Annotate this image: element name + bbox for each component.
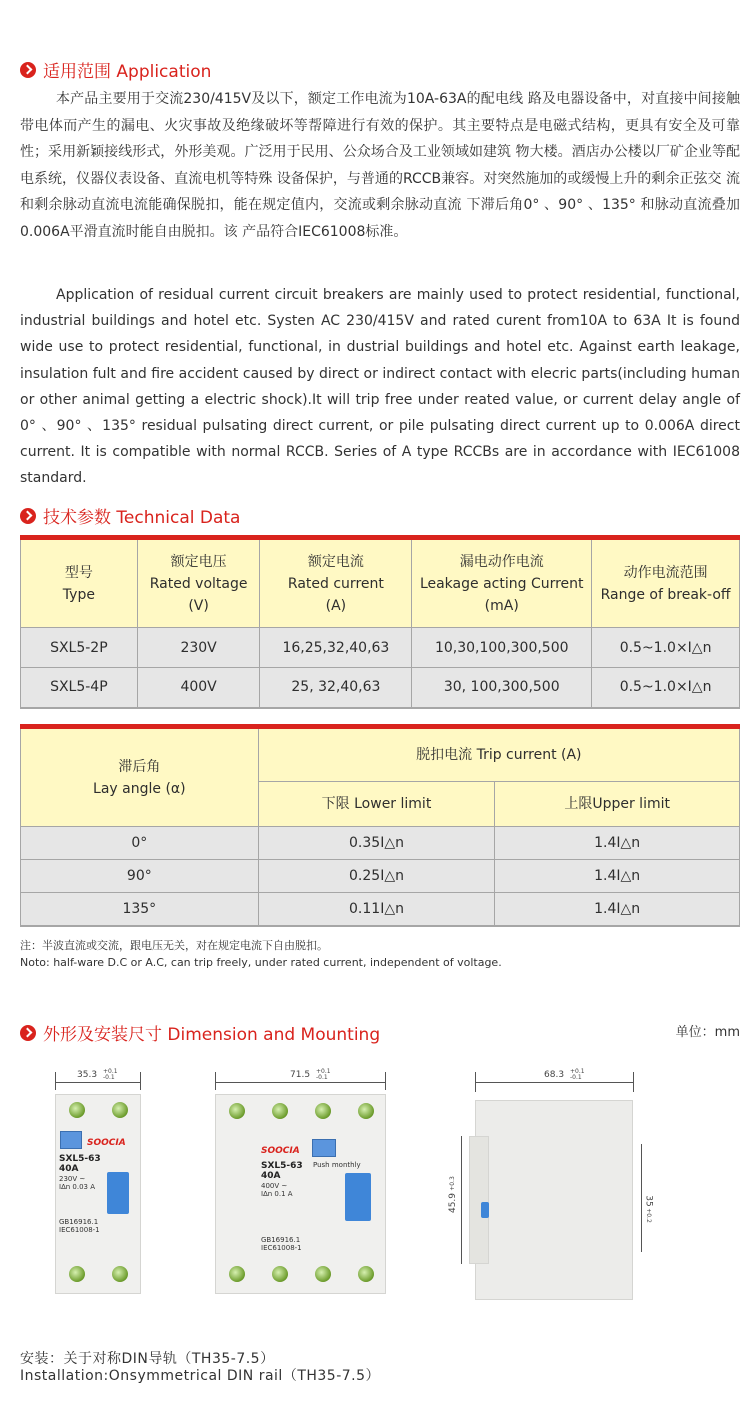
application-text-en: Application of residual current circuit breakers are mainly used to protect residential, functional, industrial buildings and hotel etc. Systen AC 230/415V and rated curent from10A to 63A It is found wide use to protect residential, functional, in dustrial buildings and hotel etc. Against earth leakage, insulation fult and fire accident caused by direct or indirect contact with elecric parts(including human or other animal getting a electric shock).It will trip free under reated value, or current delay angle of 0° 、90° 、135° residual pulsating direct current, or pile pulsating direct current up to 0.006A direct current. It is compatible with normal RCCB. Series of A type RCCBs are in accordance with IEC61008 standard. [20, 287, 740, 487]
fig1-model: SXL5-63 40A [59, 1154, 101, 1174]
test-button-icon [312, 1139, 336, 1157]
fig2-model: SXL5-63 40A [261, 1161, 303, 1181]
installation-text [20, 1351, 380, 1385]
fig1-brand: SOOCIA [87, 1138, 126, 1148]
table-row: 0° 0.35I△n 1.4I△n [21, 827, 740, 860]
technical-heading [20, 503, 240, 528]
screw-icon [112, 1266, 128, 1282]
screw-icon [69, 1266, 85, 1282]
side-body [475, 1100, 633, 1300]
chevron-bullet-icon [20, 62, 36, 78]
fig2-width: 71.5 [290, 1070, 311, 1080]
screw-icon [315, 1103, 331, 1119]
fig1-spec: 230V ~ I∆n 0.03 A [59, 1175, 96, 1191]
fig3-rail-tol: +0.2 [644, 1208, 652, 1223]
fig3-height-tol: +0.3 [448, 1176, 456, 1191]
application-title: 适用范围 Application [43, 62, 212, 82]
table-row: 135° 0.11I△n 1.4I△n [21, 893, 740, 926]
figure-side-view [445, 1068, 655, 1308]
application-text-cn: 本产品主要用于交流230/415V及以下，额定工作电流为10A-63A的配电线 路及电器设备中，对直接中间接触带电体而产生的漏电、火灾事故及绝缘破坏等帮障进行有效的保护。其主要特点是电磁式结构，更具有安全及可靠性；采用新颖接线形式，外形美观。广泛用于民用、公众场合及工业领域如建筑 物大楼。酒店办公楼以厂矿企业等配电系统，仪器仪表设备、直流电机等特殊 设备保护，与普通的RCCB兼容。对突然施加的或缓慢上升的剩余正弦交 流和剩余脉动直流电流能确保脱扣，能在规定值内，交流或剩余脉动直流 下滞后角0° 、90° 、135° 和脉动直流叠加0.006A平滑直流时能自由脱扣。该 产品符合IEC61008标准。 [20, 91, 740, 240]
fig2-brand: SOOCIA [261, 1146, 300, 1156]
fig2-tol: +0.1 -0.1 [316, 1068, 331, 1081]
fig1-tol: +0.1 -0.1 [103, 1068, 118, 1081]
note-cn: 注：半波直流或交流，跟电压无关，对在规定电流下自由脱扣。 [20, 939, 328, 952]
side-step [469, 1136, 489, 1264]
screw-icon [358, 1266, 374, 1282]
table-row: 90° 0.25I△n 1.4I△n [21, 860, 740, 893]
technical-table [20, 535, 740, 709]
screw-icon [229, 1103, 245, 1119]
fig3-rail: 35 [643, 1195, 654, 1207]
fig3-width: 68.3 [544, 1070, 565, 1080]
technical-title: 技术参数 Technical Data [43, 508, 241, 528]
screw-icon [315, 1266, 331, 1282]
lag-angle-header: 滞后角 Lay angle (α) [21, 727, 259, 827]
technical-header-row [21, 538, 740, 628]
fig2-push: Push monthly [313, 1161, 361, 1169]
upper-limit-header: 上限Upper limit [495, 782, 740, 827]
toggle-lever-icon [107, 1172, 129, 1214]
fig3-height: 45.9 [448, 1192, 459, 1214]
note-en: Noto: half-ware D.C or A.C, can trip freely, under rated current, independent of voltage. [20, 956, 502, 969]
screw-icon [229, 1266, 245, 1282]
dimension-heading [20, 1020, 380, 1045]
table-row: SXL5-4P 400V 25, 32,40,63 30, 100,300,500 0.5~1.0×I△n [21, 668, 740, 708]
unit-label: 单位：mm [675, 1025, 740, 1040]
col-type: 型号 Type [21, 538, 138, 628]
chevron-bullet-icon [20, 1025, 36, 1041]
trip-current-header: 脱扣电流 Trip current (A) [258, 727, 739, 782]
toggle-lever-icon [345, 1173, 371, 1221]
side-lever-icon [481, 1202, 489, 1218]
installation-en: Installation:Onsymmetrical DIN rail（TH35-7.5） [20, 1368, 381, 1384]
fig3-tol: +0.1 -0.1 [570, 1068, 585, 1081]
installation-cn: 安装：关于对称DIN导轨（TH35-7.5） [20, 1351, 275, 1367]
screw-icon [358, 1103, 374, 1119]
table-row: SXL5-2P 230V 16,25,32,40,63 10,30,100,300,500 0.5~1.0×I△n [21, 628, 740, 668]
figure-2p-front [55, 1068, 145, 1308]
col-voltage: 额定电压 Rated voltage (V) [137, 538, 260, 628]
fig2-spec: 400V ~ I∆n 0.1 A [261, 1182, 293, 1198]
fig1-std: GB16916.1 IEC61008-1 [59, 1218, 100, 1234]
chevron-bullet-icon [20, 508, 36, 524]
screw-icon [272, 1266, 288, 1282]
col-range: 动作电流范围 Range of break-off [592, 538, 740, 628]
fig2-std: GB16916.1 IEC61008-1 [261, 1236, 302, 1252]
trip-table [20, 724, 740, 927]
test-button-icon [60, 1131, 82, 1149]
col-leakage: 漏电动作电流 Leakage acting Current (mA) [412, 538, 592, 628]
trip-note [20, 937, 502, 971]
screw-icon [272, 1103, 288, 1119]
col-current: 额定电流 Rated current (A) [260, 538, 412, 628]
dimension-title: 外形及安装尺寸 Dimension and Mounting [43, 1025, 381, 1045]
screw-icon [112, 1102, 128, 1118]
fig1-width: 35.3 [77, 1070, 98, 1080]
screw-icon [69, 1102, 85, 1118]
application-heading [20, 57, 211, 82]
lower-limit-header: 下限 Lower limit [258, 782, 495, 827]
trip-header-row [21, 727, 740, 782]
figure-4p-front [215, 1068, 390, 1308]
